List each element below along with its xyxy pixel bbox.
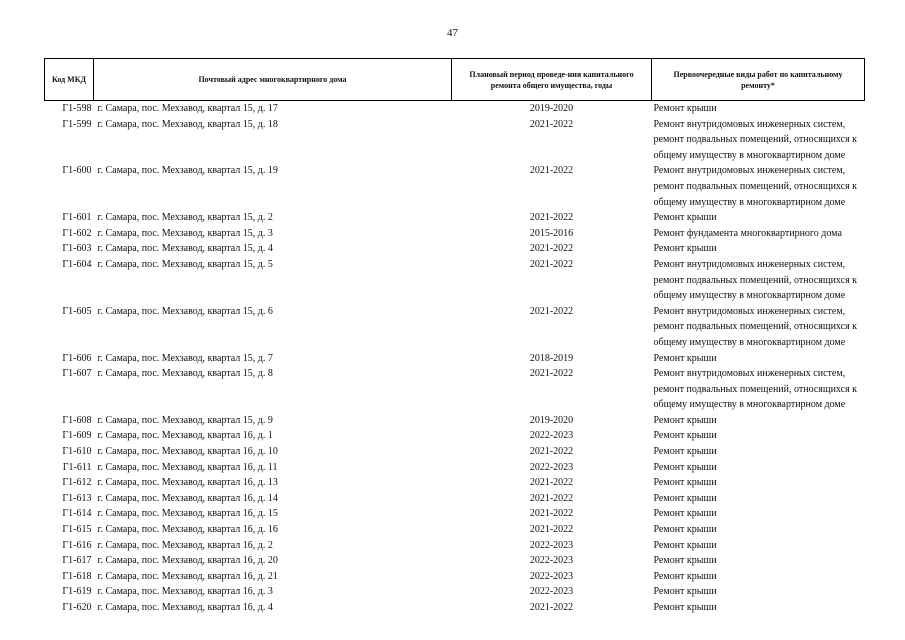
cell-code: Г1-605 xyxy=(62,305,92,317)
table-row xyxy=(45,257,865,304)
cell-code: Г1-602 xyxy=(62,227,92,239)
cell-code: Г1-614 xyxy=(62,508,92,520)
cell-period: 2022-2023 xyxy=(529,430,574,442)
repair-plan-table xyxy=(44,58,865,616)
cell-address: г. Самара, пос. Мехзавод, квартал 16, д. 13 xyxy=(97,477,278,489)
cell-code: Г1-615 xyxy=(62,524,92,536)
cell-period: 2021-2022 xyxy=(529,305,574,317)
cell-works: Ремонт внутридомовых инженерных систем, ремонт подвальных помещений, относящихся к общему имуществу в многоквартирном доме xyxy=(653,118,858,161)
cell-code: Г1-599 xyxy=(62,118,92,130)
table-row xyxy=(45,584,865,600)
cell-address: г. Самара, пос. Мехзавод, квартал 16, д. 2 xyxy=(97,539,273,551)
table-row xyxy=(45,428,865,444)
cell-period: 2021-2022 xyxy=(529,165,574,177)
table-header xyxy=(45,59,865,101)
cell-address: г. Самара, пос. Мехзавод, квартал 15, д. 19 xyxy=(97,165,278,177)
cell-period: 2021-2022 xyxy=(529,368,574,380)
cell-works: Ремонт внутридомовых инженерных систем, ремонт подвальных помещений, относящихся к общему имуществу в многоквартирном доме xyxy=(653,165,858,208)
cell-address: г. Самара, пос. Мехзавод, квартал 16, д. 4 xyxy=(97,602,273,613)
cell-code: Г1-603 xyxy=(62,243,92,255)
cell-works: Ремонт крыши xyxy=(653,477,717,489)
table-row xyxy=(45,366,865,413)
cell-works: Ремонт крыши xyxy=(653,430,717,442)
table-row xyxy=(45,522,865,538)
table-row xyxy=(45,241,865,257)
cell-code: Г1-607 xyxy=(62,368,92,380)
cell-code: Г1-613 xyxy=(62,492,92,504)
cell-code: Г1-619 xyxy=(62,586,92,598)
table-row xyxy=(45,600,865,616)
cell-period: 2022-2023 xyxy=(529,555,574,567)
table-row xyxy=(45,553,865,569)
cell-address: г. Самара, пос. Мехзавод, квартал 15, д. 18 xyxy=(97,118,278,130)
table-row xyxy=(45,569,865,585)
cell-address: г. Самара, пос. Мехзавод, квартал 16, д. 14 xyxy=(97,492,278,504)
cell-works: Ремонт крыши xyxy=(653,103,717,114)
cell-code: Г1-611 xyxy=(62,461,92,473)
cell-address: г. Самара, пос. Мехзавод, квартал 16, д. 15 xyxy=(97,508,278,520)
cell-code: Г1-610 xyxy=(62,446,92,458)
cell-period: 2022-2023 xyxy=(529,461,574,473)
cell-address: г. Самара, пос. Мехзавод, квартал 15, д. 7 xyxy=(97,352,273,364)
cell-works: Ремонт внутридомовых инженерных систем, ремонт подвальных помещений, относящихся к общему имуществу в многоквартирном доме xyxy=(653,305,858,348)
cell-code: Г1-604 xyxy=(62,258,92,270)
cell-works: Ремонт крыши xyxy=(653,446,717,458)
table-row xyxy=(45,226,865,242)
cell-address: г. Самара, пос. Мехзавод, квартал 15, д. 5 xyxy=(97,258,273,270)
cell-works: Ремонт крыши xyxy=(653,212,717,224)
cell-period: 2019-2020 xyxy=(529,414,574,426)
cell-code: Г1-612 xyxy=(62,477,92,489)
table-row xyxy=(45,506,865,522)
cell-code: Г1-598 xyxy=(62,103,92,114)
table-row xyxy=(45,460,865,476)
cell-address: г. Самара, пос. Мехзавод, квартал 16, д. 20 xyxy=(97,555,278,567)
table-row xyxy=(45,538,865,554)
cell-address: г. Самара, пос. Мехзавод, квартал 15, д. 6 xyxy=(97,305,273,317)
cell-code: Г1-609 xyxy=(62,430,92,442)
cell-period: 2015-2016 xyxy=(529,227,574,239)
cell-works: Ремонт крыши xyxy=(653,414,717,426)
page-number: 47 xyxy=(447,27,458,39)
cell-period: 2019-2020 xyxy=(529,103,574,114)
cell-period: 2022-2023 xyxy=(529,570,574,582)
cell-works: Ремонт крыши xyxy=(653,602,717,613)
cell-code: Г1-601 xyxy=(62,212,92,224)
cell-code: Г1-600 xyxy=(62,165,92,177)
table-row xyxy=(45,163,865,210)
cell-period: 2021-2022 xyxy=(529,118,574,130)
cell-code: Г1-608 xyxy=(62,414,92,426)
table-row xyxy=(45,475,865,491)
cell-address: г. Самара, пос. Мехзавод, квартал 15, д. 4 xyxy=(97,243,273,255)
header-period: Плановый период проведе-ния капитального ремонта общего имущества, годы xyxy=(452,59,652,101)
cell-address: г. Самара, пос. Мехзавод, квартал 16, д. 1 xyxy=(97,430,273,442)
cell-code: Г1-606 xyxy=(62,352,92,364)
cell-works: Ремонт фундамента многоквартирного дома xyxy=(653,227,842,239)
table-row xyxy=(45,413,865,429)
cell-period: 2022-2023 xyxy=(529,586,574,598)
table-row xyxy=(45,101,865,117)
cell-address: г. Самара, пос. Мехзавод, квартал 16, д. 11 xyxy=(97,461,278,473)
cell-works: Ремонт крыши xyxy=(653,586,717,598)
cell-code: Г1-617 xyxy=(62,555,92,567)
cell-period: 2021-2022 xyxy=(529,446,574,458)
cell-works: Ремонт внутридомовых инженерных систем, ремонт подвальных помещений, относящихся к общему имуществу в многоквартирном доме xyxy=(653,368,858,411)
cell-works: Ремонт крыши xyxy=(653,524,717,536)
cell-period: 2021-2022 xyxy=(529,243,574,255)
table-row xyxy=(45,491,865,507)
cell-period: 2021-2022 xyxy=(529,492,574,504)
cell-address: г. Самара, пос. Мехзавод, квартал 16, д. 16 xyxy=(97,524,278,536)
cell-period: 2021-2022 xyxy=(529,477,574,489)
cell-period: 2021-2022 xyxy=(529,212,574,224)
cell-works: Ремонт крыши xyxy=(653,555,717,567)
header-code: Код МКД xyxy=(45,59,94,101)
cell-code: Г1-618 xyxy=(62,570,92,582)
cell-works: Ремонт крыши xyxy=(653,539,717,551)
cell-period: 2021-2022 xyxy=(529,508,574,520)
cell-works: Ремонт крыши xyxy=(653,243,717,255)
cell-address: г. Самара, пос. Мехзавод, квартал 16, д. 10 xyxy=(97,446,278,458)
cell-address: г. Самара, пос. Мехзавод, квартал 15, д. 2 xyxy=(97,212,273,224)
cell-code: Г1-616 xyxy=(62,539,92,551)
cell-period: 2021-2022 xyxy=(529,258,574,270)
table-body xyxy=(45,101,865,616)
cell-address: г. Самара, пос. Мехзавод, квартал 16, д. 21 xyxy=(97,570,278,582)
cell-works: Ремонт крыши xyxy=(653,352,717,364)
header-address: Почтовый адрес многоквартирного дома xyxy=(94,59,452,101)
cell-works: Ремонт внутридомовых инженерных систем, ремонт подвальных помещений, относящихся к общему имуществу в многоквартирном доме xyxy=(653,258,858,302)
cell-period: 2018-2019 xyxy=(529,352,574,364)
header-works: Первоочередные виды работ по капитальному ремонту* xyxy=(652,59,865,101)
cell-address: г. Самара, пос. Мехзавод, квартал 16, д. 3 xyxy=(97,586,273,598)
cell-works: Ремонт крыши xyxy=(653,570,717,582)
table-row xyxy=(45,444,865,460)
cell-period: 2021-2022 xyxy=(529,602,574,613)
cell-address: г. Самара, пос. Мехзавод, квартал 15, д. 9 xyxy=(97,414,273,426)
table-row xyxy=(45,304,865,351)
table-row xyxy=(45,351,865,367)
cell-period: 2022-2023 xyxy=(529,539,574,551)
cell-works: Ремонт крыши xyxy=(653,492,717,504)
cell-code: Г1-620 xyxy=(62,602,92,613)
cell-address: г. Самара, пос. Мехзавод, квартал 15, д. 8 xyxy=(97,368,273,380)
cell-period: 2021-2022 xyxy=(529,524,574,536)
cell-address: г. Самара, пос. Мехзавод, квартал 15, д. 3 xyxy=(97,227,273,239)
cell-works: Ремонт крыши xyxy=(653,461,717,473)
table-row xyxy=(45,210,865,226)
cell-address: г. Самара, пос. Мехзавод, квартал 15, д. 17 xyxy=(97,103,278,114)
cell-works: Ремонт крыши xyxy=(653,508,717,520)
table-row xyxy=(45,117,865,164)
